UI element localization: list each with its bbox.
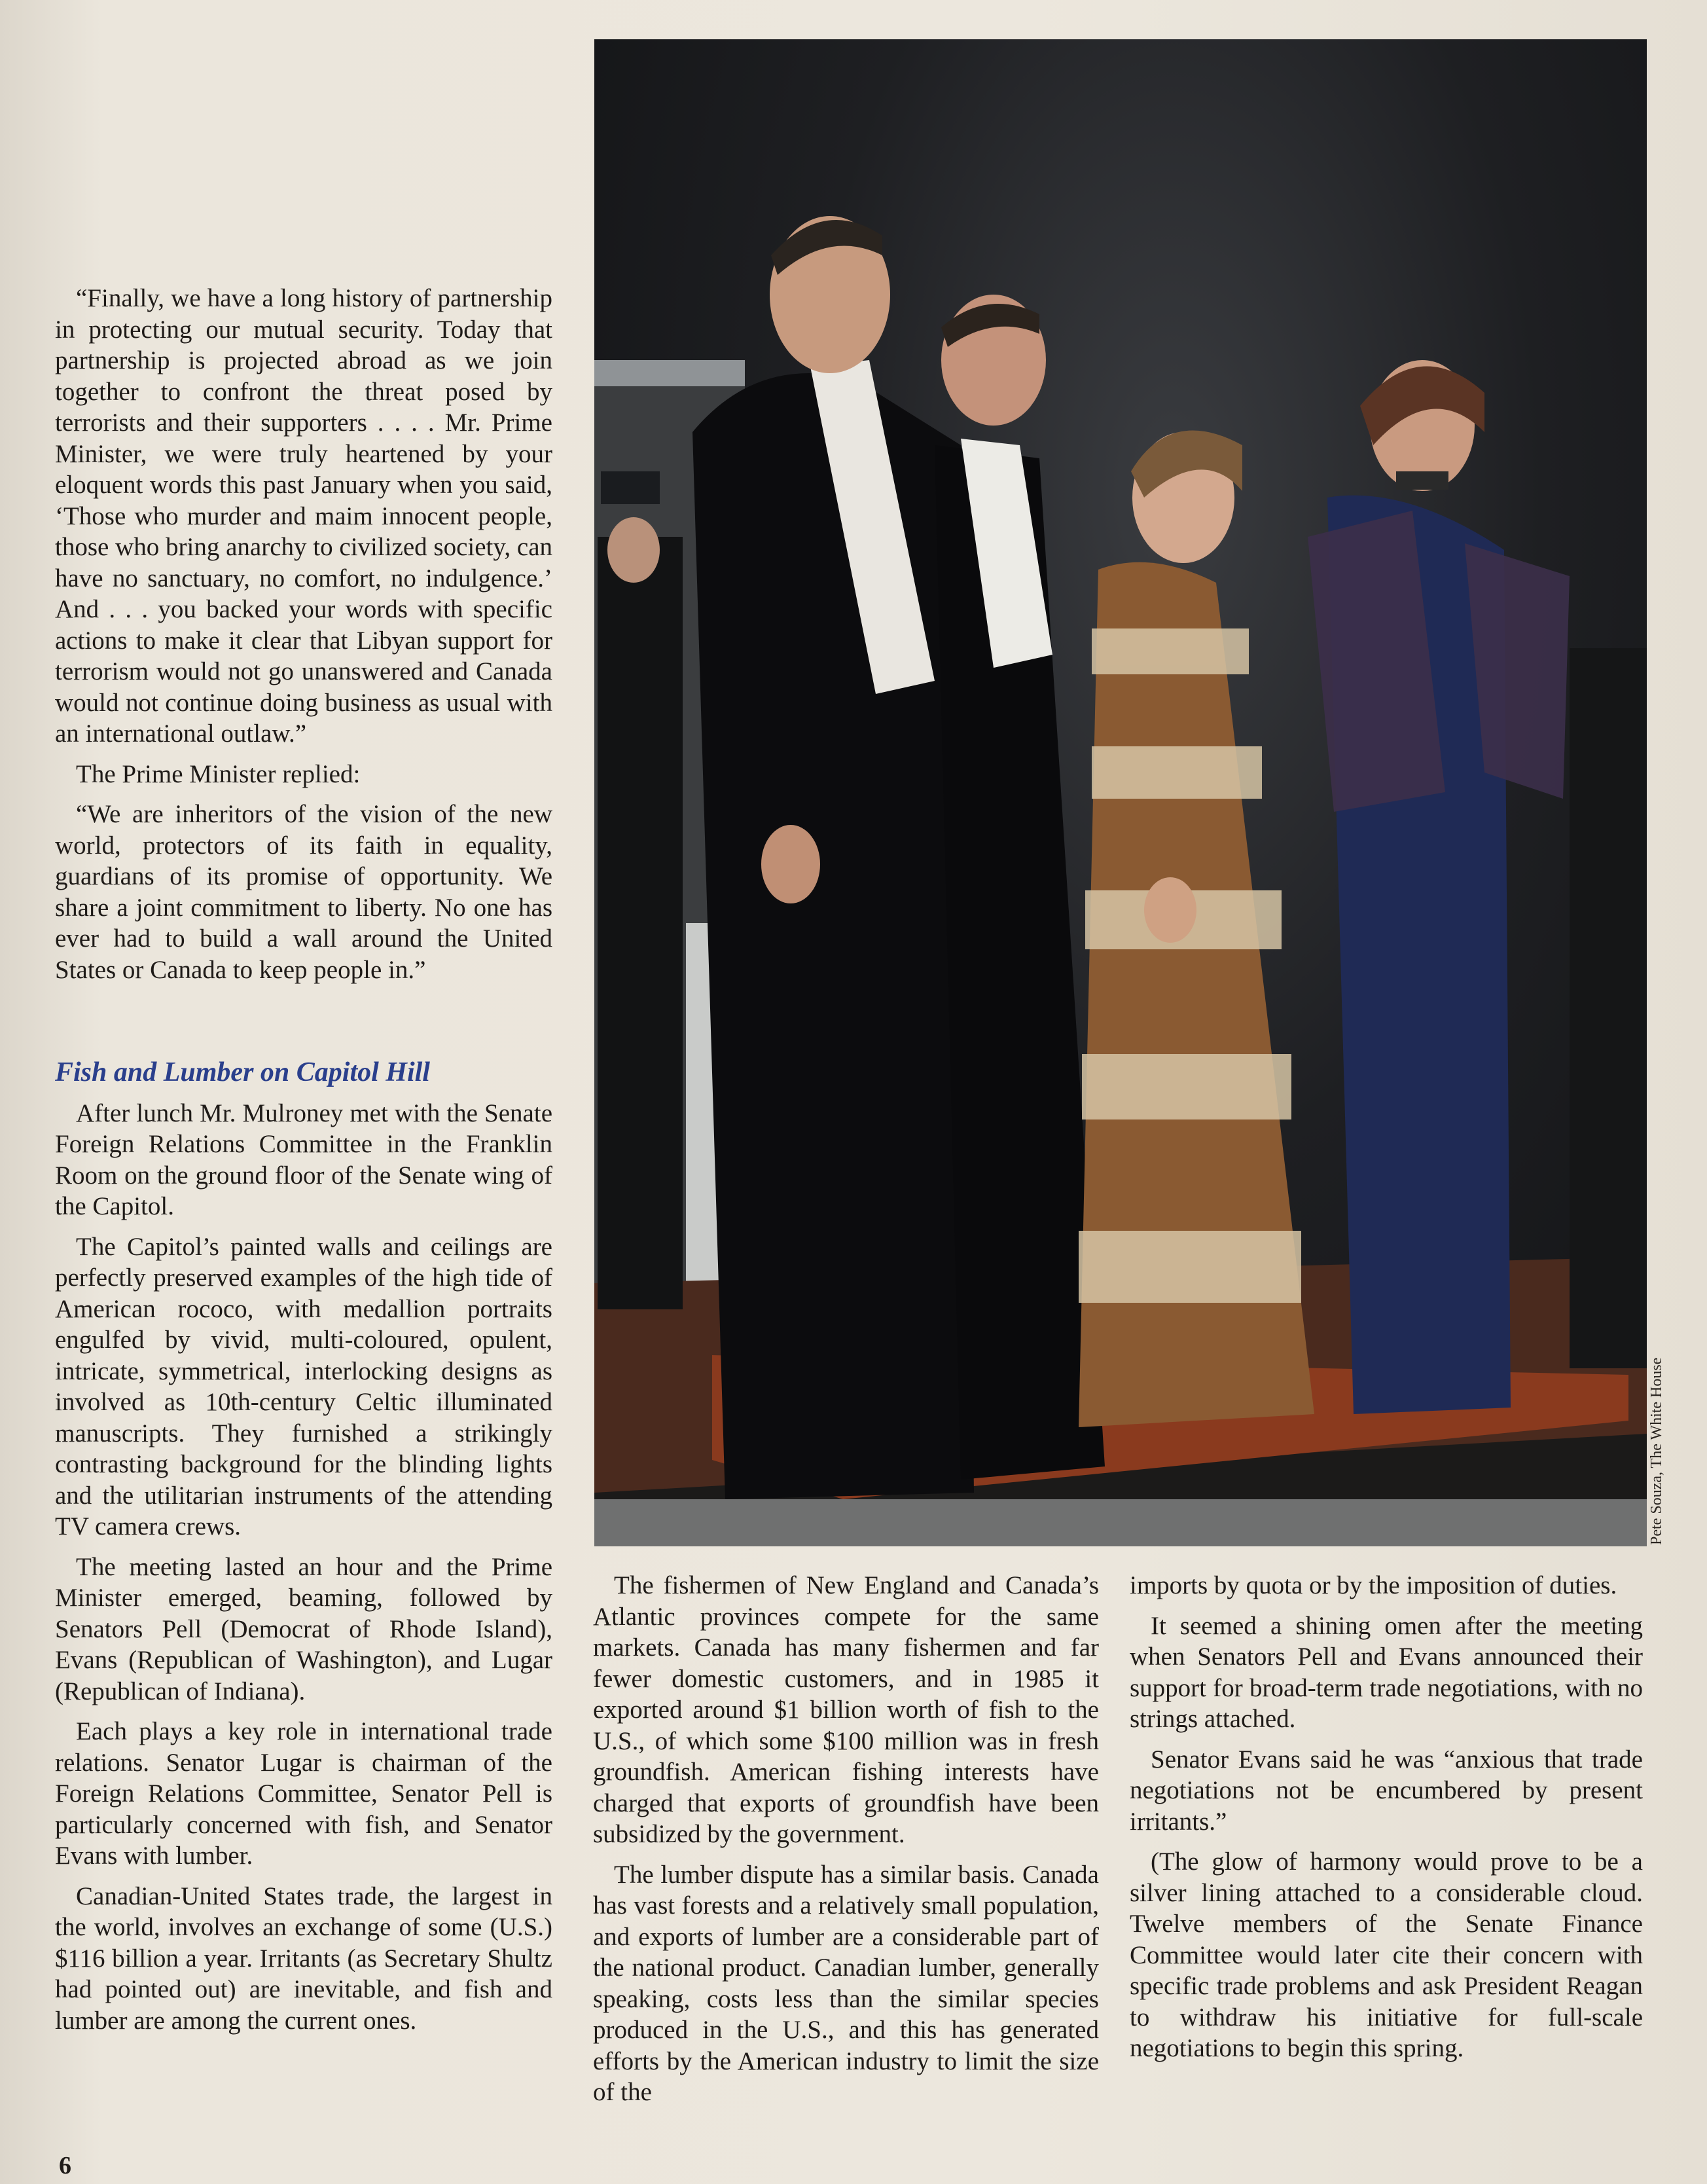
prime-minister-replied-paragraph: The Prime Minister replied: [76, 759, 361, 788]
body-paragraph: The lumber dispute has a similar basis. Canada has vast forests and a relatively small population, and exports of lumber are a considerable part of the national product. Canadian lumber, generally speaking, costs less than the similar species produced in the U.S., and this has generated efforts by the American industry to limit the size of the [593, 1860, 1099, 2106]
body-paragraph: Each plays a key role in international trade relations. Senator Lugar is chairman of the Foreign Relations Committee, Senator Pell is particularly concerned with fish, and Senator Evans with lumber. [55, 1717, 552, 1870]
body-paragraph: After lunch Mr. Mulroney met with the Senate Foreign Relations Committee in the Franklin Room on the ground floor of the Senate wing of the Capitol. [55, 1099, 552, 1220]
middle-column [593, 1570, 1099, 2117]
body-paragraph: Senator Evans said he was “anxious that trade negotiations not be encumbered by present irritants.” [1130, 1745, 1643, 1836]
body-paragraph: The meeting lasted an hour and the Prime Minister emerged, beaming, followed by Senators Pell (Democrat of Rhode Island), Evans (Republican of Washington), and Lugar (Republican of Indiana). [55, 1552, 552, 1705]
body-paragraph: (The glow of harmony would prove to be a silver lining attached to a considerable cloud. Twelve members of the Senate Finance Committee would later cite their concern with specific trade problems and ask President Reagan to withdraw his initiative for full-scale negotiations to begin this spring. [1130, 1847, 1643, 2062]
photo-illustration [594, 39, 1647, 1546]
section-subhead: Fish and Lumber on Capitol Hill [55, 1057, 430, 1087]
left-column [55, 283, 552, 2045]
state-dinner-photo [594, 39, 1647, 1546]
mulroney-quote-paragraph: “We are inheritors of the vision of the new world, protectors of its faith in equality, guardians of its promise of opportunity. We share a joint commitment to liberty. No one has ever had to build a wall around the United States or Canada to keep people in.” [55, 800, 552, 984]
body-paragraph: The Capitol’s painted walls and ceilings are perfectly preserved examples of the high tide of American rococo, with medallion portraits engulfed by vivid, multi-coloured, opulent, intricate, symmetrical, interlocking designs as involved as 10th-century Celtic illuminated manuscripts. They furnished a strikingly contrasting background for the blinding lights and the utilitarian instruments of the attending TV camera crews. [55, 1232, 552, 1540]
right-column [1130, 1570, 1643, 2073]
page-number: 6 [59, 2152, 71, 2179]
body-paragraph: Canadian-United States trade, the largest in the world, involves an exchange of some (U.S.) $116 billion a year. Irritants (as Secretary Shultz had pointed out) are inevitable, and fish and lumber are among the current ones. [55, 1882, 552, 2035]
body-paragraph: It seemed a shining omen after the meeting when Senators Pell and Evans announced their support for broad-term trade negotiations, with no strings attached. [1130, 1611, 1643, 1733]
reagan-quote-paragraph: “Finally, we have a long history of partnership in protecting our mutual security. Today that partnership is projected abroad as we join together to confront the threat posed by terrorists and their supporters . . . . Mr. Prime Minister, we were truly heartened by your eloquent words this past January when you said, ‘Those who murder and maim innocent people, those who bring anarchy to civilized society, can have no sanctuary, no comfort, no indulgence.’ And . . . you backed your words with specific actions to make it clear that Libyan support for terrorism would not go unanswered and Canada would not continue doing business as usual with an international outlaw.” [55, 284, 552, 748]
body-paragraph: The fishermen of New England and Canada’s Atlantic provinces compete for the same markets. Canada has many fishermen and far fewer domestic customers, and in 1985 it exported around $1 billion worth of fish to the U.S., of which some $100 million was in fresh groundfish. American fishing interests have charged that exports of groundfish have been subsidized by the government. [593, 1571, 1099, 1848]
photo-credit [1648, 1519, 1666, 1545]
body-paragraph: imports by quota or by the imposition of duties. [1130, 1571, 1617, 1599]
section-gap [55, 994, 552, 1057]
